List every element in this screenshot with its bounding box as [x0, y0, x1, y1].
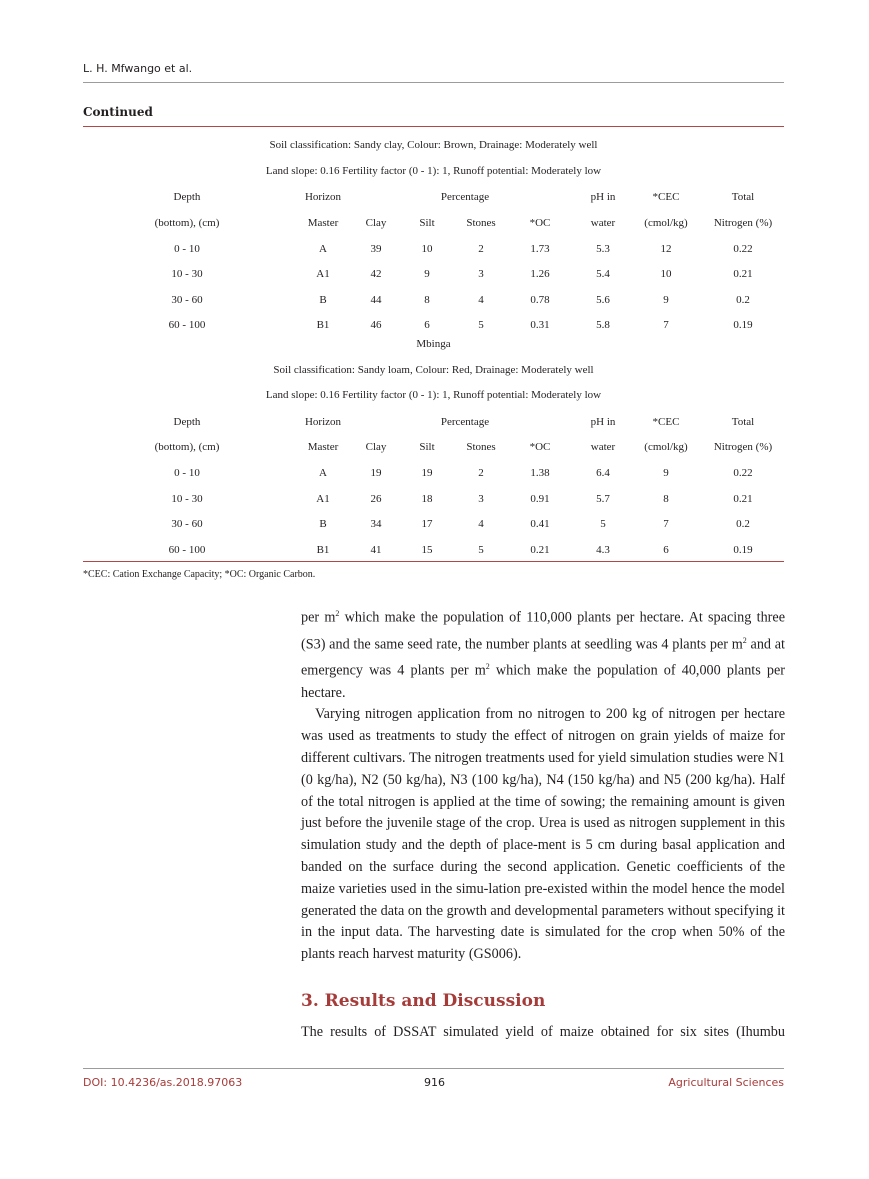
column-header: Percentage	[440, 191, 490, 203]
table-cell: 0.41	[530, 518, 550, 530]
footer-rule	[83, 1068, 784, 1069]
section-heading: 3. Results and Discussion	[301, 991, 546, 1011]
table-cell: 0 - 10	[174, 242, 200, 255]
table-cell: 1.38	[530, 467, 550, 479]
column-header: *CEC	[652, 415, 680, 428]
table-cell: 3	[478, 492, 484, 505]
table-cell: 18	[421, 492, 433, 505]
table-cell: 7	[663, 319, 669, 331]
table-cell: 7	[663, 518, 669, 530]
table-cell: A1	[316, 268, 330, 280]
column-subheader: (cmol/kg)	[644, 216, 688, 229]
section-first-line: The results of DSSAT simulated yield of maize obtained for six sites (Ihumbu	[301, 1024, 785, 1040]
table-cell: 0.2	[736, 518, 750, 530]
table-cell: 46	[370, 319, 382, 331]
column-subheader: water	[590, 441, 616, 453]
table-cell: 1.73	[530, 242, 550, 255]
column-subheader: (cmol/kg)	[644, 441, 688, 453]
table-cell: 15	[421, 543, 433, 556]
table-cell: 0.21	[530, 543, 550, 556]
table-cell: 60 - 100	[168, 319, 206, 331]
table-cell: A1	[316, 492, 330, 505]
table-cell: 5.3	[596, 242, 610, 255]
table-cell: 6	[663, 543, 669, 556]
footer-journal: Agricultural Sciences	[668, 1076, 784, 1089]
table-cell: A	[319, 242, 327, 255]
table-cell: 0.2	[736, 293, 750, 306]
column-header: Percentage	[440, 415, 490, 428]
table-top-rule	[83, 126, 784, 127]
table-cell: 0.31	[530, 319, 550, 331]
table-cell: B1	[316, 543, 330, 556]
column-header: Total	[731, 415, 755, 428]
column-subheader: Nitrogen (%)	[713, 441, 773, 453]
table-cell: 19	[421, 467, 433, 479]
column-header: pH in	[590, 415, 616, 428]
land-slope-info: Land slope: 0.16 Fertility factor (0 - 1): 1, Runoff potential: Moderately low	[265, 389, 602, 401]
table-cell: 44	[370, 293, 382, 306]
column-header: pH in	[590, 191, 616, 203]
column-subheader: *OC	[529, 441, 551, 453]
table-cell: 17	[421, 518, 433, 530]
column-subheader: Silt	[419, 441, 435, 453]
table-cell: 1.26	[530, 268, 550, 280]
table-cell: 5.4	[596, 268, 610, 280]
table-cell: 8	[663, 492, 669, 505]
table-cell: 30 - 60	[171, 293, 203, 306]
table-cell: 30 - 60	[171, 518, 203, 530]
table-cell: 10	[660, 268, 672, 280]
column-subheader: *OC	[529, 216, 551, 229]
table-cell: 9	[663, 293, 669, 306]
paragraph-nitrogen: Varying nitrogen application from no nitrogen to 200 kg of nitrogen per hectare was used as treatments to study the effect of nitrogen on grain yields of maize for different cultivars. The nitrogen treatments used for yield simulation studies were N1 (0 kg/ha), N2 (50 kg/ha), N3 (100 kg/ha), N4 (150 kg/ha) and N5 (200 kg/ha). Half of the total nitrogen is applied at the time of sowing; the remaining amount is given just before the juvenile stage of the crop. Urea is used as nitrogen supplement in this simulation study and the depth of place-ment is 5 cm during basal application and banded on the surface during the second application. Genetic coefficients of the maize varieties used in the simu-lation pre-existed within the model hence the model generated the data on the growth and developmental parameters without specifying it in the input data. The harvesting date is simulated for the crop when 50% of the plants reach harvest maturity (GS006).	[301, 706, 785, 963]
table-cell: 9	[424, 268, 430, 280]
column-header: Depth	[173, 191, 201, 203]
table-cell: 26	[370, 492, 382, 505]
body-paragraphs	[301, 603, 785, 966]
table-cell: 3	[478, 268, 484, 280]
table-cell: 0.78	[530, 293, 550, 306]
column-subheader: (bottom), (cm)	[154, 441, 220, 453]
table-cell: 0.19	[733, 319, 753, 331]
table-cell: 0.19	[733, 543, 753, 556]
table-cell: 9	[663, 467, 669, 479]
table-cell: A	[319, 467, 327, 479]
soil-classification: Soil classification: Sandy loam, Colour: Red, Drainage: Moderately well	[273, 363, 594, 376]
table-cell: 5.6	[596, 293, 610, 306]
table-cell: 8	[424, 293, 430, 306]
column-subheader: Nitrogen (%)	[713, 216, 773, 229]
column-header: Horizon	[304, 191, 342, 203]
table-cell: 10 - 30	[171, 268, 203, 280]
paragraph-spacing: per $m^2$ which make the population of 110,000 plants per hectare. At spacing three (S3) and the same seed rate, the number plants at seedling was 4 plants per $m^2$ and at emergency was 4 plants per $m^2$ which make the population of 40,000 plants per hectare.	[301, 609, 785, 701]
column-header: Total	[731, 191, 755, 203]
column-subheader: Stones	[466, 441, 496, 453]
table-cell: 2	[478, 242, 484, 255]
column-header: *CEC	[652, 191, 680, 203]
table-cell: 41	[370, 543, 382, 556]
table-cell: 5	[600, 518, 606, 530]
table-cell: 5	[478, 543, 484, 556]
soil-classification: Soil classification: Sandy clay, Colour: Brown, Drainage: Moderately well	[269, 139, 598, 151]
table-cell: 0.22	[733, 242, 753, 255]
table-cell: 5	[478, 319, 484, 331]
table-cell: 5.7	[596, 492, 610, 505]
column-subheader: Clay	[365, 216, 387, 229]
table-cell: B	[319, 293, 327, 306]
column-subheader: Master	[307, 441, 339, 453]
table-bottom-rule	[83, 561, 784, 562]
table-cell: 2	[478, 467, 484, 479]
table-cell: 10	[421, 242, 433, 255]
column-subheader: (bottom), (cm)	[154, 216, 220, 229]
column-subheader: Stones	[466, 216, 496, 229]
site-name: Mbinga	[416, 338, 451, 350]
table-cell: B	[319, 518, 327, 530]
table-continued-label: Continued	[83, 105, 153, 119]
table-cell: 5.8	[596, 319, 610, 331]
footer-page-number: 916	[424, 1076, 445, 1089]
running-head: L. H. Mfwango et al.	[83, 62, 193, 75]
table-cell: 0 - 10	[174, 467, 200, 479]
table-cell: 42	[370, 268, 382, 280]
column-header: Horizon	[304, 415, 342, 428]
table-cell: 6	[424, 319, 430, 331]
column-header: Depth	[173, 415, 201, 428]
table-cell: 19	[370, 467, 382, 479]
table-cell: 4	[478, 293, 484, 306]
table-cell: B1	[316, 319, 330, 331]
table-cell: 0.21	[733, 268, 753, 280]
column-subheader: Master	[307, 216, 339, 229]
table-cell: 12	[660, 242, 672, 255]
column-subheader: Silt	[419, 216, 435, 229]
header-rule	[83, 82, 784, 83]
footer-doi: DOI: 10.4236/as.2018.97063	[83, 1076, 243, 1089]
table-cell: 0.21	[733, 492, 753, 505]
table-cell: 4	[478, 518, 484, 530]
table-footnote: *CEC: Cation Exchange Capacity; *OC: Organic Carbon.	[83, 569, 316, 580]
table-cell: 39	[370, 242, 382, 255]
table-cell: 6.4	[596, 467, 610, 479]
table-cell: 0.22	[733, 467, 753, 479]
table-cell: 10 - 30	[171, 492, 203, 505]
table-cell: 34	[370, 518, 382, 530]
land-slope-info: Land slope: 0.16 Fertility factor (0 - 1): 1, Runoff potential: Moderately low	[265, 164, 602, 177]
table-cell: 60 - 100	[168, 543, 206, 556]
column-subheader: water	[590, 216, 616, 229]
column-subheader: Clay	[365, 441, 387, 453]
table-cell: 0.91	[530, 492, 550, 505]
table-cell: 4.3	[596, 543, 610, 556]
